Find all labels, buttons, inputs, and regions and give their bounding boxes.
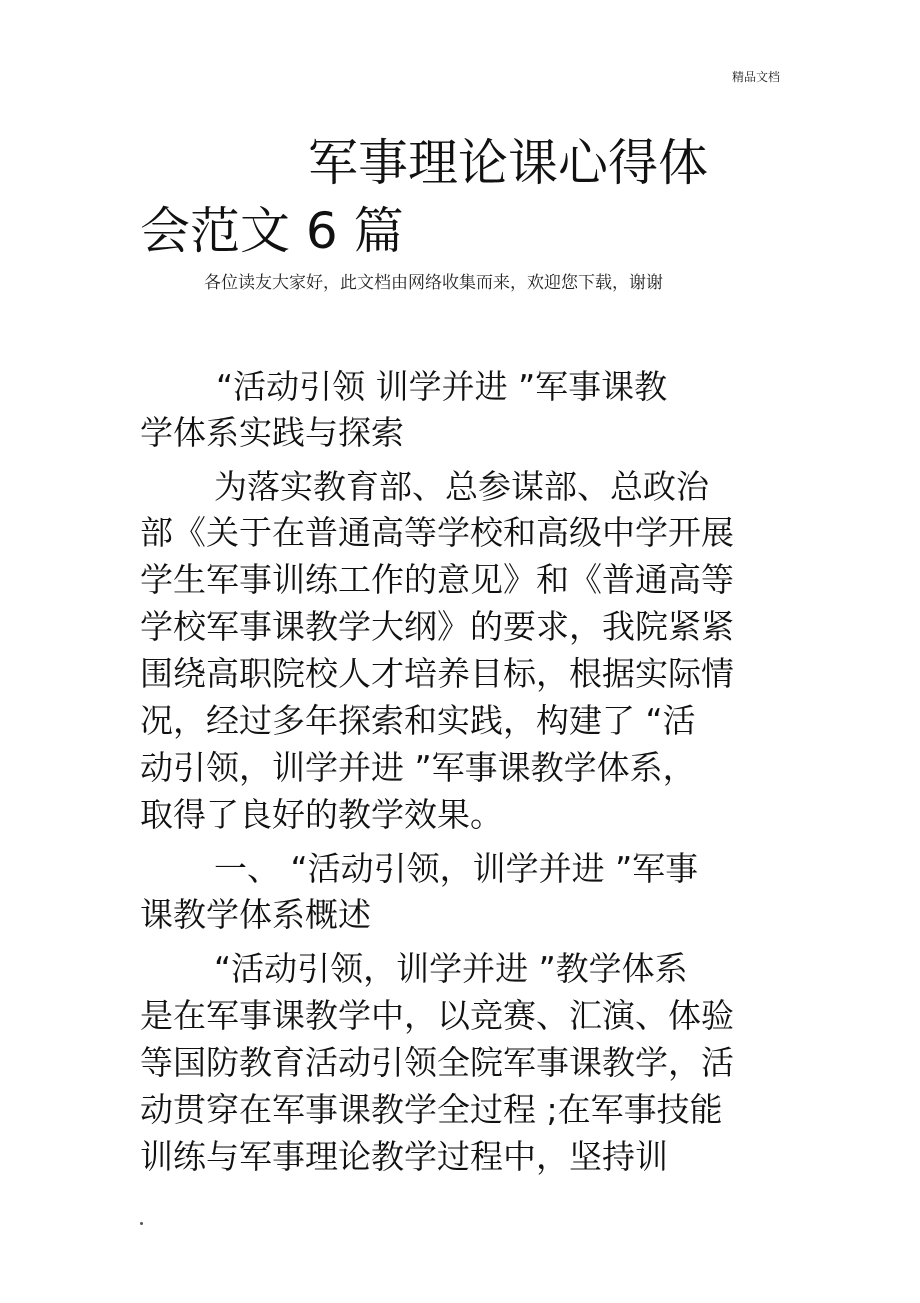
body-line: 学生军事训练工作的意见》和《普通高等 [140, 560, 734, 599]
document-title-line-2: 会范文 6 篇 [140, 202, 404, 260]
body-line: 课教学体系概述 [140, 895, 371, 934]
document-subtitle: 各位读友大家好，此文档由网络收集而来，欢迎您下载，谢谢 [204, 273, 663, 293]
body-line: 动引领，训学并进 ”军事课教学体系， [140, 748, 696, 787]
body-line: 学校军事课教学大纲》的要求，我院紧紧 [140, 607, 734, 646]
body-line: 等国防教育活动引领全院军事课教学，活 [140, 1043, 734, 1082]
body-line: 部《关于在普通高等学校和高级中学开展 [140, 513, 734, 552]
body-line: 训练与军事理论教学过程中，坚持训 [140, 1137, 668, 1176]
body-line: 围绕高职院校人才培养目标，根据实际情 [140, 654, 734, 693]
body-line: 况，经过多年探索和实践，构建了 “活 [140, 701, 696, 740]
body-line: “活动引领 训学并进 ”军事课教 [216, 367, 668, 406]
body-line: “活动引领，训学并进 ”教学体系 [214, 949, 688, 988]
body-line: 学体系实践与探索 [140, 413, 404, 452]
header-watermark-text: 精品文档 [731, 70, 780, 84]
body-line: 是在军事课教学中，以竞赛、汇演、体验 [140, 996, 734, 1035]
body-line: 一、 “活动引领，训学并进 ”军事 [214, 849, 699, 888]
body-line: 取得了良好的教学效果。 [140, 795, 503, 834]
document-title-line-1: 军事理论课心得体 [308, 134, 708, 192]
footer-dot-mark [140, 1222, 143, 1225]
body-line: 动贯穿在军事课教学全过程 ;在军事技能 [140, 1090, 723, 1129]
body-line: 为落实教育部、总参谋部、总政治 [214, 467, 709, 506]
